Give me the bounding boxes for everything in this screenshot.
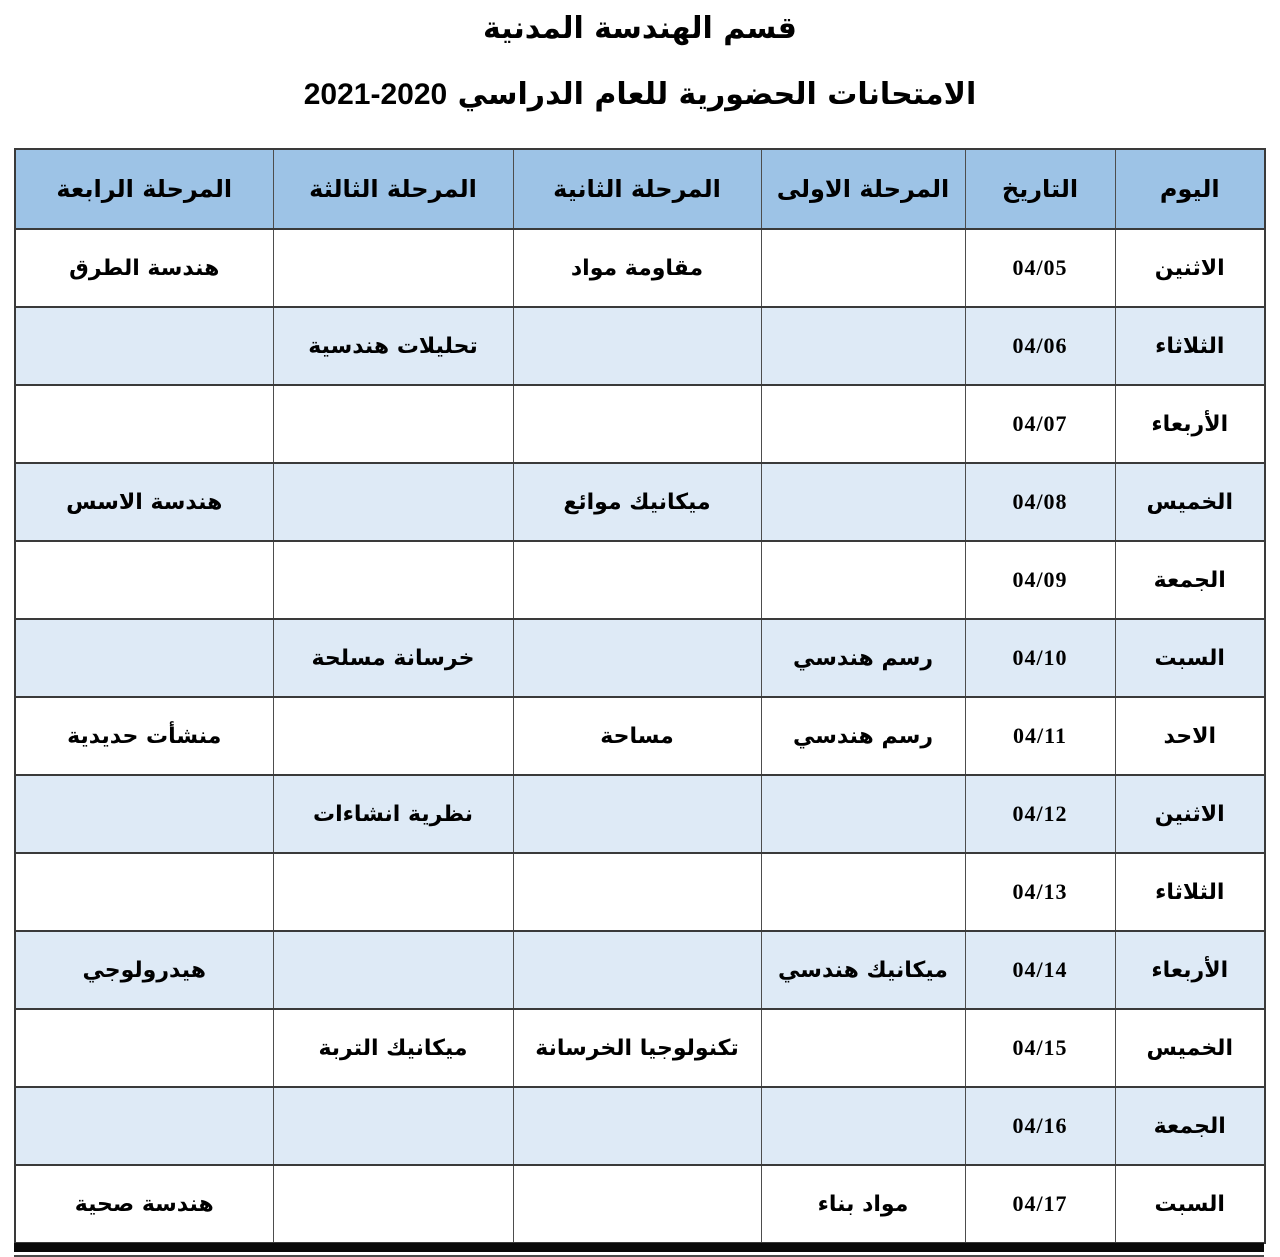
cell-stage1 [761, 307, 965, 385]
cell-stage1: مواد بناء [761, 1165, 965, 1243]
cell-stage3 [273, 931, 513, 1009]
table-row [15, 775, 1265, 853]
cell-day: الثلاثاء [1115, 307, 1265, 385]
table-row [15, 1009, 1265, 1087]
cell-stage2 [513, 775, 761, 853]
cell-stage4: هندسة الاسس [15, 463, 273, 541]
cell-stage1: ميكانيك هندسي [761, 931, 965, 1009]
cell-stage4 [15, 385, 273, 463]
cell-date: 04/08 [965, 463, 1115, 541]
cell-stage3 [273, 541, 513, 619]
cell-day: الجمعة [1115, 1087, 1265, 1165]
cell-day: الثلاثاء [1115, 853, 1265, 931]
cell-stage2: مساحة [513, 697, 761, 775]
table-row [15, 541, 1265, 619]
header-row [15, 149, 1265, 229]
cell-stage3 [273, 1165, 513, 1243]
cell-stage3 [273, 1087, 513, 1165]
cell-stage1 [761, 1009, 965, 1087]
column-header-stage4: المرحلة الرابعة [15, 149, 273, 229]
cell-date: 04/12 [965, 775, 1115, 853]
table-row [15, 1087, 1265, 1165]
cell-day: السبت [1115, 619, 1265, 697]
table-row [15, 307, 1265, 385]
cell-stage2 [513, 1087, 761, 1165]
document-titles [0, 0, 1280, 116]
column-header-date: التاريخ [965, 149, 1115, 229]
cell-stage2: مقاومة مواد [513, 229, 761, 307]
table-body [15, 229, 1265, 1243]
table-row [15, 229, 1265, 307]
page-subtitle [0, 74, 1280, 116]
cell-date: 04/05 [965, 229, 1115, 307]
cell-stage2 [513, 541, 761, 619]
cell-stage2 [513, 931, 761, 1009]
cell-day: السبت [1115, 1165, 1265, 1243]
cell-day: الاثنين [1115, 229, 1265, 307]
cell-stage2 [513, 307, 761, 385]
table-row [15, 931, 1265, 1009]
table-row [15, 385, 1265, 463]
cell-stage2: تكنولوجيا الخرسانة [513, 1009, 761, 1087]
cell-stage1 [761, 853, 965, 931]
cell-date: 04/07 [965, 385, 1115, 463]
cell-stage3 [273, 385, 513, 463]
column-header-stage3: المرحلة الثالثة [273, 149, 513, 229]
cell-stage2 [513, 385, 761, 463]
cell-stage1 [761, 1087, 965, 1165]
cell-stage1 [761, 463, 965, 541]
cell-stage4 [15, 541, 273, 619]
cell-stage3: تحليلات هندسية [273, 307, 513, 385]
cell-stage1 [761, 385, 965, 463]
page-title: قسم الهندسة المدنية [483, 11, 797, 46]
subtitle-years: 2021-2020 [303, 78, 448, 111]
table-row [15, 619, 1265, 697]
cell-stage3: ميكانيك التربة [273, 1009, 513, 1087]
cell-stage4 [15, 307, 273, 385]
cell-date: 04/15 [965, 1009, 1115, 1087]
cell-stage2: ميكانيك موائع [513, 463, 761, 541]
table-row [15, 697, 1265, 775]
cell-stage2 [513, 853, 761, 931]
cell-stage4 [15, 619, 273, 697]
cell-stage1 [761, 541, 965, 619]
cell-day: الأربعاء [1115, 385, 1265, 463]
cell-stage4 [15, 775, 273, 853]
cell-stage4 [15, 1087, 273, 1165]
cell-stage3: خرسانة مسلحة [273, 619, 513, 697]
cell-stage3 [273, 229, 513, 307]
cell-day: الخميس [1115, 1009, 1265, 1087]
cell-stage1: رسم هندسي [761, 619, 965, 697]
cell-stage4: هندسة صحية [15, 1165, 273, 1243]
table-row [15, 1165, 1265, 1243]
cell-date: 04/13 [965, 853, 1115, 931]
cell-date: 04/17 [965, 1165, 1115, 1243]
table-row [15, 853, 1265, 931]
cell-stage4: منشأت حديدية [15, 697, 273, 775]
cell-stage3 [273, 463, 513, 541]
cell-date: 04/11 [965, 697, 1115, 775]
cell-stage2 [513, 1165, 761, 1243]
cell-date: 04/16 [965, 1087, 1115, 1165]
column-header-day: اليوم [1115, 149, 1265, 229]
column-header-stage1: المرحلة الاولى [761, 149, 965, 229]
cell-stage4 [15, 853, 273, 931]
cell-stage1: رسم هندسي [761, 697, 965, 775]
subtitle-text: الامتحانات الحضورية للعام الدراسي [457, 77, 977, 112]
cell-date: 04/06 [965, 307, 1115, 385]
cell-stage1 [761, 229, 965, 307]
thick-black-border [14, 1243, 1264, 1252]
column-header-stage2: المرحلة الثانية [513, 149, 761, 229]
cell-stage4: هندسة الطرق [15, 229, 273, 307]
cell-date: 04/14 [965, 931, 1115, 1009]
table-row [15, 463, 1265, 541]
cell-stage3 [273, 697, 513, 775]
cell-day: الاحد [1115, 697, 1265, 775]
exam-schedule-table [14, 148, 1266, 1244]
cell-stage4 [15, 1009, 273, 1087]
cell-stage3: نظرية انشاءات [273, 775, 513, 853]
cell-day: الخميس [1115, 463, 1265, 541]
cell-day: الاثنين [1115, 775, 1265, 853]
cell-stage3 [273, 853, 513, 931]
cell-stage4: هيدرولوجي [15, 931, 273, 1009]
cell-date: 04/10 [965, 619, 1115, 697]
cell-day: الجمعة [1115, 541, 1265, 619]
cell-stage1 [761, 775, 965, 853]
cell-date: 04/09 [965, 541, 1115, 619]
cell-day: الأربعاء [1115, 931, 1265, 1009]
cutoff-next-row-border [14, 1243, 1264, 1257]
cell-stage2 [513, 619, 761, 697]
